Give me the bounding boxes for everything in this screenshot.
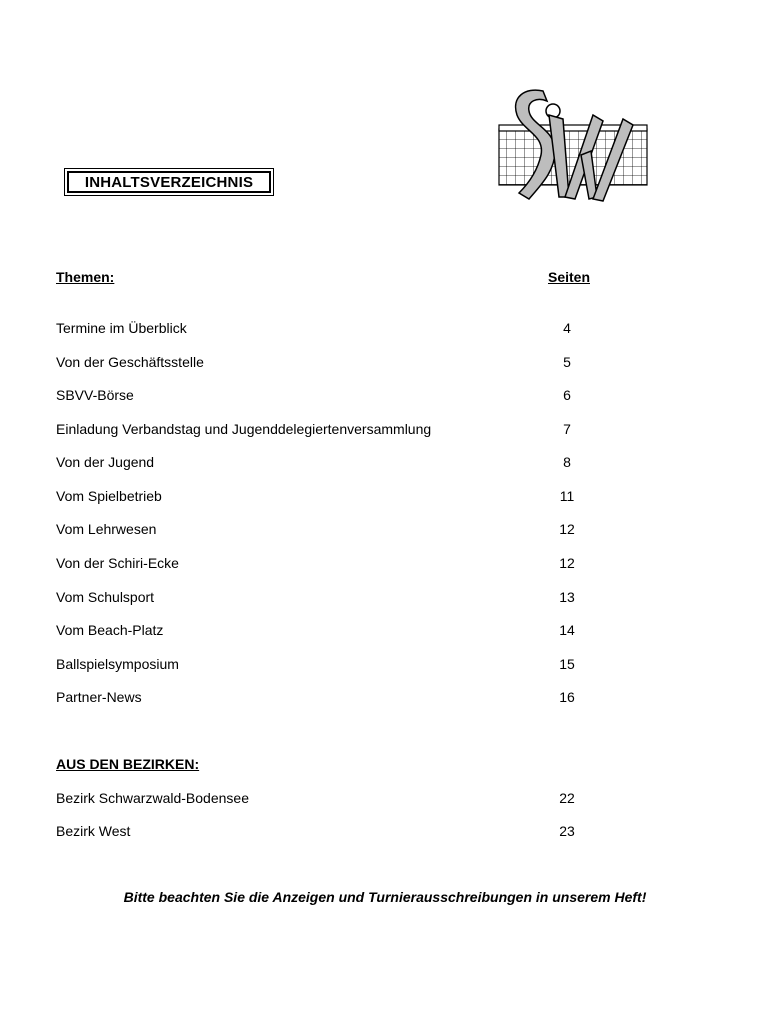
toc-entry-page: 12	[559, 521, 575, 537]
toc-entry-page: 22	[559, 790, 575, 806]
toc-entry-page: 8	[563, 454, 571, 470]
toc-entry-label: Bezirk West	[56, 823, 131, 839]
toc-entry	[56, 387, 576, 405]
toc-entry	[56, 454, 576, 472]
toc-entry-page: 23	[559, 823, 575, 839]
toc-entry-label: Einladung Verbandstag und Jugenddelegiertenversammlung	[56, 421, 432, 437]
toc-entry-label: Bezirk Schwarzwald-Bodensee	[56, 790, 249, 806]
toc-entry-page: 12	[559, 555, 575, 571]
toc-entry-label: Von der Geschäftsstelle	[56, 354, 204, 370]
toc-entry	[56, 622, 576, 640]
toc-entry-label: Vom Spielbetrieb	[56, 488, 162, 504]
toc-entry	[56, 790, 576, 808]
toc-entry-label: Von der Schiri-Ecke	[56, 555, 179, 571]
toc-entry-page: 5	[563, 354, 571, 370]
toc-header	[56, 269, 590, 287]
toc-entry-page: 4	[563, 320, 571, 336]
toc-entry	[56, 555, 576, 573]
toc-entry-page: 6	[563, 387, 571, 403]
toc-entry-page: 16	[559, 689, 575, 705]
page-title-box	[64, 168, 274, 196]
toc-entry	[56, 689, 576, 707]
page-title: INHALTSVERZEICHNIS	[67, 171, 271, 193]
toc-entry-label: SBVV-Börse	[56, 387, 134, 403]
toc-entry-page: 15	[559, 656, 575, 672]
districts-title: AUS DEN BEZIRKEN:	[56, 756, 200, 772]
toc-entry	[56, 320, 576, 338]
toc-entry	[56, 589, 576, 607]
sbvv-logo-icon	[497, 85, 649, 203]
toc-entry-label: Ballspielsymposium	[56, 656, 179, 672]
toc-entry-label: Termine im Überblick	[56, 320, 187, 336]
toc-entry	[56, 656, 576, 674]
toc-entry	[56, 521, 576, 539]
toc-entry	[56, 488, 576, 506]
toc-entry	[56, 421, 576, 439]
toc-entry-label: Vom Lehrwesen	[56, 521, 157, 537]
toc-entry	[56, 354, 576, 372]
toc-entry	[56, 823, 576, 841]
toc-entry-page: 7	[563, 421, 571, 437]
footer-note: Bitte beachten Sie die Anzeigen und Turnierausschreibungen in unserem Heft!	[123, 889, 647, 905]
toc-entry-page: 11	[559, 488, 575, 504]
pages-header: Seiten	[547, 269, 590, 285]
toc-entry-label: Vom Schulsport	[56, 589, 155, 605]
toc-entry-label: Vom Beach-Platz	[56, 622, 164, 638]
toc-entry-label: Von der Jugend	[56, 454, 155, 470]
topics-header: Themen:	[56, 269, 115, 285]
toc-entry-page: 13	[559, 589, 575, 605]
toc-entry-label: Partner-News	[56, 689, 142, 705]
toc-entry-page: 14	[559, 622, 575, 638]
